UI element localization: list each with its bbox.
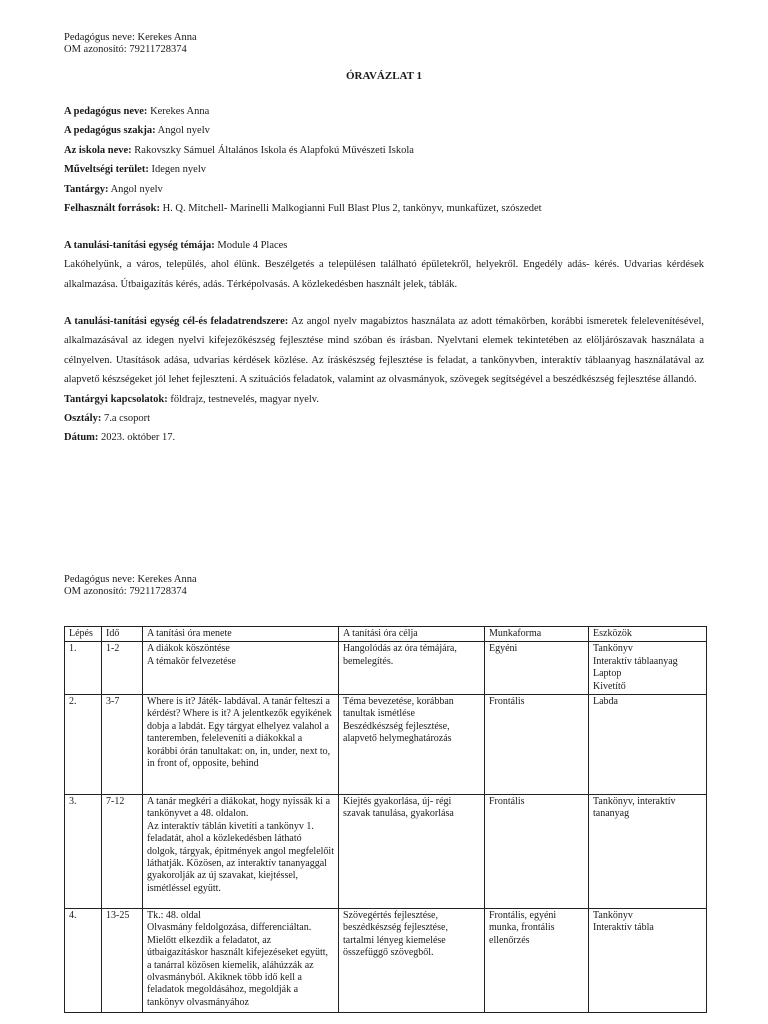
table-cell-form <box>485 909 589 1013</box>
cell-line: 3-7 <box>106 696 120 708</box>
cell-line: A diákok köszöntése <box>147 643 230 655</box>
header-bottom <box>64 574 197 598</box>
table-cell-goal <box>339 795 485 909</box>
topic-label: A tanulási-tanítási egység témája: <box>64 240 215 251</box>
field-label: Az iskola neve: <box>64 144 132 156</box>
table-cell-goal <box>339 642 485 695</box>
cell-line: 1-2 <box>106 643 120 655</box>
goals-paragraph <box>64 312 704 390</box>
lesson-plan-table <box>64 626 707 1013</box>
cell-line: Egyéni <box>489 643 518 655</box>
table-cell-tools <box>589 642 707 695</box>
om-id-line: OM azonosító: 79211728374 <box>64 44 187 55</box>
table-cell-time <box>102 909 143 1013</box>
cell-line: Tankönyv <box>593 910 633 922</box>
topic-section <box>64 236 704 294</box>
cell-line: 3. <box>69 796 77 808</box>
cell-line: Kiejtés gyakorlása, új- régi szavak tanulása, gyakorlása <box>343 796 454 820</box>
table-cell-tools <box>589 909 707 1013</box>
cell-line: Tankönyv, interaktív tananyag <box>593 796 676 820</box>
column-header: Eszközök <box>589 627 707 642</box>
field-value: 2023. október 17. <box>101 432 176 444</box>
field-label: A pedagógus neve: <box>64 106 148 117</box>
field-links <box>64 390 704 409</box>
field-label: A pedagógus szakja: <box>64 125 156 137</box>
cell-line: Az interaktív táblán kivetíti a tankönyv 1. feladatát, ahol a közlekedésben látható dolgok, tárgyak, épitmények angol megfelelőit láthatják. Közösen, az interaktív tananyaggal gyakorolják az új szavakat, kiejtéssel, ismétléssel együtt. <box>147 820 334 894</box>
topic-line <box>64 236 704 255</box>
table-cell-step <box>65 795 102 909</box>
header-top <box>64 32 197 56</box>
column-header: Idő <box>102 627 143 642</box>
table-cell-form <box>485 695 589 795</box>
field-label: Felhasznált források: <box>64 203 160 215</box>
column-header: Lépés <box>65 627 102 642</box>
table-cell-process <box>143 795 339 909</box>
field-label: Osztály: <box>64 413 102 425</box>
cell-line: Labda <box>593 696 618 708</box>
table-header-row <box>65 627 707 642</box>
teacher-name-line: Pedagógus neve: Kerekes Anna <box>64 32 197 43</box>
table-row <box>65 909 707 1013</box>
field-area <box>64 160 704 179</box>
teacher-name-line: Pedagógus neve: Kerekes Anna <box>64 574 197 585</box>
table-cell-time <box>102 695 143 795</box>
cell-line: 2. <box>69 696 77 708</box>
cell-line: 13-25 <box>106 910 130 922</box>
field-value: Kerekes Anna <box>150 106 210 117</box>
cell-line: 1. <box>69 643 77 655</box>
cell-line: Olvasmány feldolgozása, differenciáltan. <box>147 922 312 934</box>
topic-value: Module 4 Places <box>217 240 288 251</box>
cell-line: Szövegértés fejlesztése, beszédkészség fejlesztése, tartalmi lényeg kiemelése összefüggő szövegből. <box>343 910 448 959</box>
table-cell-step <box>65 909 102 1013</box>
table-row <box>65 642 707 695</box>
cell-line: Laptop <box>593 668 622 680</box>
table-cell-process <box>143 695 339 795</box>
table-cell-process <box>143 642 339 695</box>
cell-line: Mielőtt elkezdik a feladatot, az útbaigazításkor használt kifejezéseket együtt, a tanárral közösen kiemelik, aláhúzzák az olvasmányból. Akiknek több idő kell a feladatok megoldásához, megoldják a tankönyv olvasmányához <box>147 934 329 1008</box>
table-cell-time <box>102 795 143 909</box>
table-cell-time <box>102 642 143 695</box>
table-cell-form <box>485 795 589 909</box>
field-class <box>64 409 704 428</box>
field-subject-spec <box>64 121 704 140</box>
field-date <box>64 428 704 447</box>
cell-line: A témakör felvezetése <box>147 655 236 667</box>
cell-line: Tk.: 48. oldal <box>147 910 201 922</box>
field-teacher <box>64 102 704 121</box>
column-header: A tanítási óra menete <box>143 627 339 642</box>
field-value: 7.a csoport <box>103 413 151 425</box>
document-title: ÓRAVÁZLAT 1 <box>345 70 423 82</box>
table-cell-goal <box>339 909 485 1013</box>
info-section <box>64 102 704 218</box>
field-subject <box>64 180 704 199</box>
table-cell-process <box>143 909 339 1013</box>
field-value: Rakovszky Sámuel Általános Iskola és Alapfokú Művészeti Iskola <box>134 144 414 156</box>
table-cell-tools <box>589 695 707 795</box>
topic-description: Lakóhelyünk, a város, település, ahol élünk. Beszélgetés a településen található épületekről, helyekről. Engedély adás- kérés. Udvarias kérdések alkalmazása. Útbaigazítás kérés, adás. Térképolvasás. A közlekedésben használt jelek, táblák. <box>64 259 704 290</box>
goals-text: Az angol nyelv magabiztos használata az adott témakörben, korábbi ismeretek felelevenítésével, alkalmazásával az idegen nyelvi kifejezőkészség fejlesztése mind szóban és írásban. Nyelvtani elemek tekintetében az elöljárószavak használata a célnyelven. Utasítások adása, udvarias kérdések közlése. Az íráskészség fejlesztése is feladat, a tankönyvben, interaktív táblaanyag használatával az alapvető készségeket jól lehet fejleszteni. A szituációs feladatok, valamint az olvasmányok, szövegek segítségével a beszédkészség fejlesztése állandó. <box>64 316 705 386</box>
field-label: Dátum: <box>64 432 99 444</box>
field-school <box>64 141 704 160</box>
cell-line: Frontális, egyéni munka, frontális ellenőrzés <box>489 910 557 946</box>
goals-label: A tanulási-tanítási egység cél-és feladatrendszere: <box>64 316 289 327</box>
cell-line: Tankönyv <box>593 643 633 655</box>
field-value: Angol nyelv <box>157 125 210 137</box>
column-header: Munkaforma <box>485 627 589 642</box>
om-id-line: OM azonosító: 79211728374 <box>64 586 187 597</box>
table-cell-goal <box>339 695 485 795</box>
table-row <box>65 795 707 909</box>
cell-line: Hangolódás az óra témájára, bemelegítés. <box>343 643 457 667</box>
field-label: Tantárgyi kapcsolatok: <box>64 393 168 405</box>
field-label: Műveltségi terület: <box>64 164 149 176</box>
field-label: Tantárgy: <box>64 183 109 195</box>
field-value: H. Q. Mitchell- Marinelli Malkogianni Full Blast Plus 2, tankönyv, munkafüzet, szószedet <box>162 203 542 215</box>
cell-line: A tanár megkéri a diákokat, hogy nyissák ki a tankönyvet a 48. oldalon. <box>147 796 331 820</box>
field-value: Idegen nyelv <box>151 164 206 176</box>
table-cell-tools <box>589 795 707 909</box>
column-header: A tanítási óra célja <box>339 627 485 642</box>
cell-line: Frontális <box>489 796 525 808</box>
cell-line: Frontális <box>489 696 525 708</box>
field-sources <box>64 199 704 218</box>
table-cell-step <box>65 695 102 795</box>
cell-line: Téma bevezetése, korábban tanultak ismétlése <box>343 696 454 720</box>
cell-line: Interaktív táblaanyag <box>593 655 678 667</box>
cell-line: Kivetítő <box>593 680 626 692</box>
cell-line: 4. <box>69 910 77 922</box>
cell-line: Where is it? Játék- labdával. A tanár felteszi a kérdést? Where is it? A jelentkezők egyikének dobja a labdát. Egy tárgyat elhelyez valahol a tanteremben, feleleveníti a diákokkal a korábbi órán tanultakat: on, in, under, next to, in front of, opposite, behind <box>147 696 332 770</box>
cell-line: 7-12 <box>106 796 125 808</box>
table-cell-form <box>485 642 589 695</box>
field-value: Angol nyelv <box>110 183 163 195</box>
table-row <box>65 695 707 795</box>
cell-line: Interaktív tábla <box>593 922 654 934</box>
field-value: földrajz, testnevelés, magyar nyelv. <box>170 393 319 405</box>
goals-section <box>64 312 704 448</box>
table-cell-step <box>65 642 102 695</box>
cell-line: Beszédkészség fejlesztése, alapvető helymeghatározás <box>343 720 452 745</box>
